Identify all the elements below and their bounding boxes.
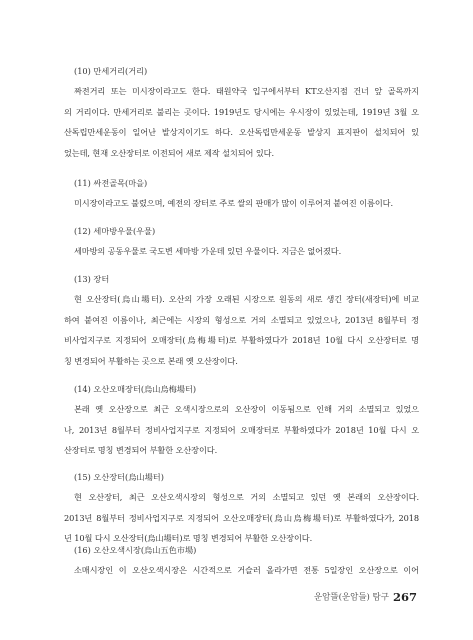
entry-title: (15) 오산장터(烏山場터): [74, 472, 164, 482]
body-line: 현 오산장터(烏山場터). 오산의 가장 오래된 시장으로 원동의 새로 생긴 장터(새장터)에 비교: [74, 294, 419, 304]
body-line: 의 거리이다. 만세거리로 불리는 곳이다. 1919년도 당시에는 우시장이 있었는데, 1919년 3월 오: [64, 106, 419, 117]
running-footer-title: 운암뜰(운암들) 탐구: [313, 592, 389, 603]
entry-13: [64, 274, 419, 371]
body-line: 년 10월 다시 오산장터(烏山場터)로 명칭 변경되어 부활한 오산장이다.: [64, 533, 313, 543]
body-line: 산장터로 명칭 변경되어 부활한 오산장이다.: [64, 445, 218, 455]
entry-body: [64, 193, 419, 214]
entry-body: [64, 81, 419, 163]
body-line: 었는데, 현재 오산장터로 이전되어 새로 제작 설치되어 있다.: [64, 147, 274, 158]
body-line: 비사업지구로 지정되어 오매장터(烏梅場터)로 부활하였다가 2018년 10월 다시 오산장터로 명: [64, 335, 419, 345]
body-line: 짜전거리 또는 미시장이라고도 한다. 태원약국 입구에서부터 KT오산지점 건너 앞 골목까지: [74, 86, 419, 96]
body-line: 하여 붙여진 이름이나, 최근에는 시장의 형성으로 거의 소멸되고 있었으나, 2013년 8월부터 정: [64, 314, 419, 325]
entry-body: [64, 560, 419, 581]
page-number: 267: [392, 589, 417, 604]
body-line: 미시장이라고도 불렸으며, 예전의 장터로 주로 쌀의 판매가 많이 이루어져 붙여진 이름이다.: [74, 198, 393, 208]
body-line: 본래 옛 오산장으로 최근 오색시장으로의 오산장이 이동됨으로 인해 거의 소멸되고 있었으: [74, 404, 419, 414]
body-line: 나, 2013년 8월부터 정비사업지구로 지정되어 오매장터로 부활하였다가 2018년 10월 다시 오: [64, 424, 419, 435]
entry-14: [64, 384, 419, 461]
body-line: 세마방의 공동우물로 국도변 세마방 가운데 있던 우물이다. 지금은 없어졌다.: [74, 246, 342, 256]
body-line: 2013년 8월부터 정비사업지구로 지정되어 오산오매장터(烏山烏梅場터)로 부활하였다가, 2018: [64, 512, 419, 523]
entry-title: (11) 싸전골목(마을): [74, 178, 148, 188]
entry-title: (16) 오산오색시장(烏山五色市場): [74, 545, 197, 555]
entry-title: (12) 세마방우물(우물): [74, 226, 156, 236]
entry-title: (14) 오산오매장터(烏山烏梅場터): [74, 384, 197, 394]
entry-title: (10) 만세거리(거리): [74, 66, 148, 76]
entry-16: [64, 545, 419, 581]
entry-11: [64, 178, 419, 214]
body-line: 칭 변경되어 부활하는 곳으로 본래 옛 오산장이다.: [64, 355, 238, 366]
entry-body: [64, 487, 419, 549]
entry-body: [64, 241, 419, 262]
entry-15: [64, 472, 419, 549]
page-footer: [314, 586, 417, 605]
entry-12: [64, 226, 419, 262]
body-line: 소매시장인 이 오산오색시장은 시간적으로 거슬러 올라가면 전통 5일장인 오산장으로 이어: [74, 565, 419, 575]
entry-10: [64, 66, 419, 163]
entry-body: [64, 289, 419, 371]
body-line: 현 오산장터, 최근 오산오색시장의 형성으로 거의 소멸되고 있던 옛 본래의 오산장이다.: [74, 492, 419, 502]
entry-title: (13) 장터: [74, 274, 110, 284]
entry-body: [64, 399, 419, 461]
body-line: 산독립만세운동이 일어난 발상지이기도 하다. 오산독립만세운동 발상지 표지판이 설치되어 있: [64, 127, 419, 137]
